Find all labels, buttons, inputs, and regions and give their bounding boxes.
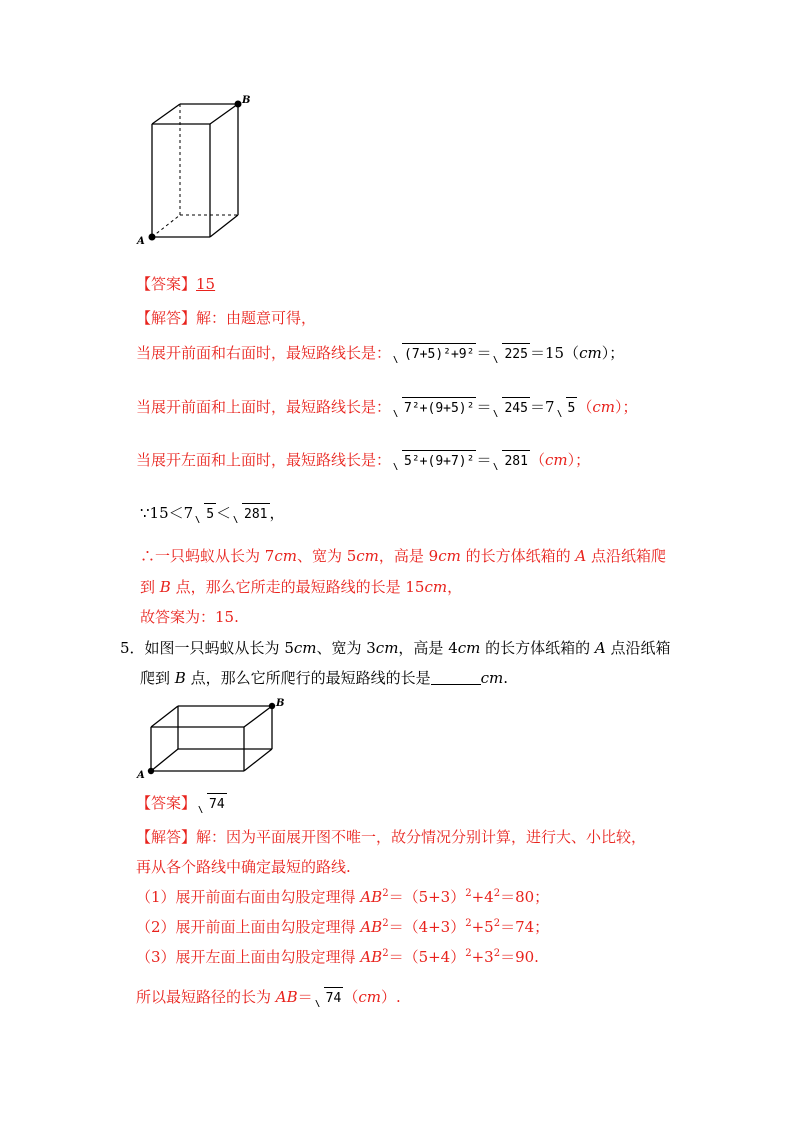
point-b (235, 101, 242, 108)
label-b: B (242, 95, 251, 106)
q5-question-line-1: 5．如图一只蚂蚁从长为 5cm、宽为 3cm，高是 4cm 的长方体纸箱的 A 点沿纸箱 (120, 639, 671, 657)
label-a: A (137, 770, 145, 781)
box-figure-1 (135, 92, 265, 252)
q4-case-2: 当展开前面和上面时，最短路线长是： 7²+(9+5)² ＝ 245 ＝7 5 （cm）； (136, 397, 638, 419)
point-a (149, 234, 156, 241)
answer-blank[interactable] (431, 670, 481, 685)
q4-solution-intro: 【解答】解：由题意可得， (136, 309, 317, 327)
q5-solution-line-1: 【解答】解：因为平面展开图不唯一，故分情况分别计算，进行大、小比较， (136, 828, 647, 846)
q4-because: ∵15＜7 5 ＜ 281 ， (140, 503, 285, 525)
point-a (148, 768, 154, 774)
q4-case-3: 当展开左面和上面时，最短路线长是： 5²+(9+7)² ＝ 281 （cm）； (136, 450, 590, 472)
q5-step-3: （3）展开左面上面由勾股定理得 $AB^2=(5+4)^2+3^2=90$. (136, 948, 539, 966)
answer-value: 15 (196, 275, 216, 293)
q4-therefore-line-1: ∴一只蚂蚁从长为 7cm、宽为 5cm，高是 9cm 的长方体纸箱的 A 点沿纸箱爬 (140, 547, 666, 565)
q4-final-answer: 故答案为：15. (140, 608, 239, 626)
label-a: A (137, 236, 145, 247)
q5-step-1: （1）展开前面右面由勾股定理得 $AB^2=(5+3)^2+4^2=80$； (136, 888, 550, 906)
solution-tag: 【解答】 (136, 309, 197, 327)
q5-question-line-2: 爬到 B 点，那么它所爬行的最短路线的长是 cm. (140, 669, 508, 687)
q5-solution-line-2: 再从各个路线中确定最短的路线. (136, 858, 351, 876)
q5-step-2: （2）展开前面上面由勾股定理得 $AB^2=(4+3)^2+5^2=74$； (136, 918, 550, 936)
box-figure-2 (136, 694, 296, 784)
q5-answer: 【答案】 74 (136, 793, 227, 815)
q4-therefore-line-2: 到 B 点，那么它所走的最短路线的长是 15cm， (140, 578, 463, 596)
label-b: B (276, 698, 285, 709)
point-b (269, 703, 275, 709)
q4-case-1: 当展开前面和右面时，最短路线长是： (7+5)²+9² ＝ 225 ＝15（cm）； (136, 343, 624, 365)
answer-tag: 【答案】 (136, 275, 197, 293)
q4-answer (136, 274, 215, 294)
q5-conclusion: 所以最短路径的长为 AB＝ 74 （cm）. (136, 987, 401, 1009)
